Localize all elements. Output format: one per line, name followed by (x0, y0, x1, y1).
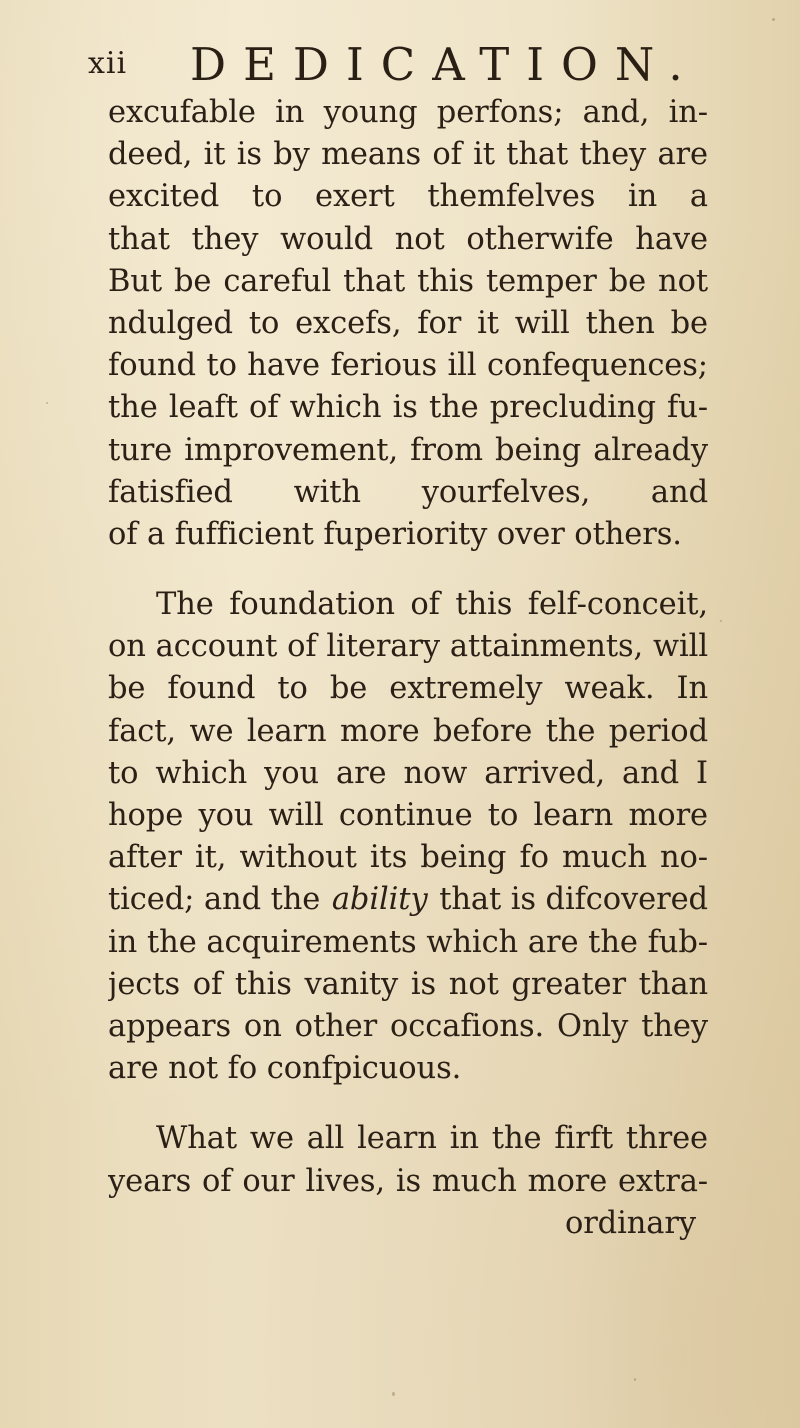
text-line: deed, it is by means of it that they are (108, 137, 708, 173)
text-line: that they would not otherwife have (108, 221, 708, 257)
text-line: are not fo confpicuous. (108, 1051, 462, 1087)
paper-speck (46, 402, 48, 404)
text-line: hope you will continue to learn more (108, 798, 708, 833)
paper-speck (634, 1378, 636, 1381)
paragraph-gap (108, 1090, 708, 1118)
text-line: on account of literary attainments, will (108, 629, 708, 665)
text-line: What we all learn in the firft three (156, 1121, 708, 1157)
text-line: ndulged to excefs, for it will then be (108, 305, 708, 341)
text-line: The foundation of this felf-conceit, (156, 587, 708, 623)
text-line: jects of this vanity is not greater than (108, 966, 708, 1002)
page-header (88, 38, 708, 91)
paragraph-gap (108, 556, 708, 584)
catchword: ordinary (564, 1205, 696, 1241)
text-line: in the acquirements which are the fub- (108, 924, 708, 960)
text-line: But be careful that this temper be not (108, 263, 708, 299)
paper-speck (392, 1392, 395, 1396)
text-line: ture improvement, from being already (108, 432, 708, 468)
text-line: appears on other occafions. Only they (108, 1008, 708, 1044)
paper-speck (772, 18, 775, 21)
text-line: excufable in young perfons; and, in- (108, 95, 708, 130)
italic-word: ability (331, 882, 428, 918)
text-line: the leaft of which is the precluding fu- (108, 390, 708, 426)
text-line (108, 879, 708, 921)
text-line: fatisfied with yourfelves, and (108, 474, 708, 510)
text-line: fact, we learn more before the period (108, 713, 708, 749)
paper-speck (720, 620, 722, 622)
text-fragment: that is difcovered (439, 882, 708, 918)
text-line: of a fufficient fuperiority over others. (108, 516, 682, 552)
text-line: found to have ferious ill confequences; (108, 348, 708, 384)
text-line: be found to be extremely weak. In (108, 671, 708, 707)
text-line: excited to exert themfelves in a (108, 179, 708, 215)
page-number: xii (88, 46, 128, 81)
text-line: to which you are now arrived, and I (108, 755, 708, 791)
text-fragment: ticed; and the (108, 882, 321, 918)
text-line: years of our lives, is much more extra- (108, 1163, 708, 1199)
text-line: after it, without its being fo much no- (108, 840, 708, 876)
body-text (108, 92, 708, 1245)
running-title: DEDICATION. (190, 38, 700, 91)
